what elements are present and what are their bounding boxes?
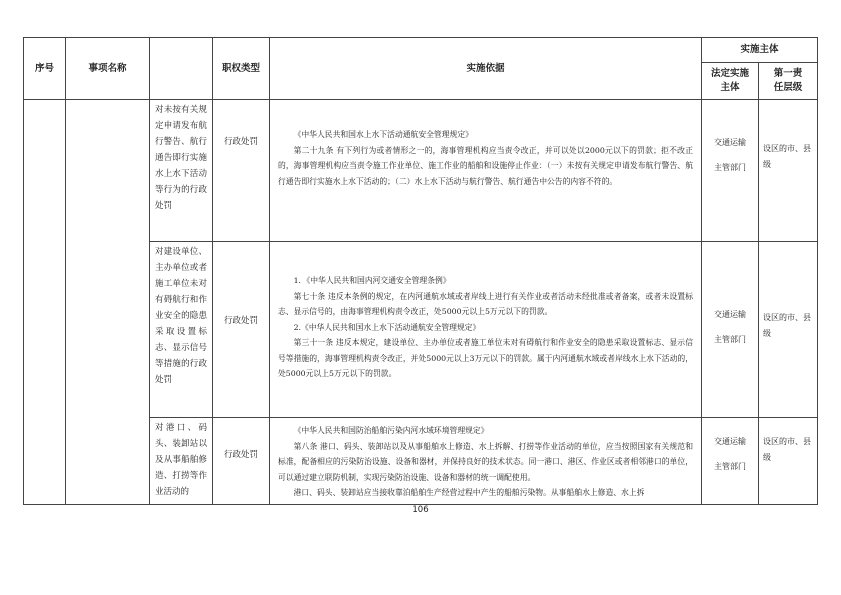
cell-no [24, 100, 66, 505]
basis-title: 《中华人民共和国防治船舶污染内河水域环境管理规定》 [293, 426, 489, 435]
cell-name-col [66, 100, 150, 505]
legal-subject: 交通运输 主管部门 [702, 242, 759, 418]
basis-clause: 第八条 港口、码头、装卸站以及从事船舶水上修造、水上拆解、打捞等作业活动的单位，应当按照国家有关规范和标准，配备相应的污染防治设施、设备和器材，并保持良好的技术状态。同一港口、港区、作业区或者相邻港口的单位，可以通过建立联防机制，实现污染防治设施、设备和器材的统一调配使用。 [278, 441, 693, 482]
basis-title: 2.《中华人民共和国水上水下活动通航安全管理规定》 [293, 322, 481, 332]
header-basis: 实施依据 [270, 38, 702, 100]
authority-type: 行政处罚 [213, 242, 270, 418]
legal-subject: 交通运输 主管部门 [702, 418, 759, 505]
basis-title: 1．《中华人民共和国内河交通安全管理条例》 [293, 276, 451, 285]
implementation-basis [270, 100, 702, 242]
item-name: 对港口、码头、装卸站以及从事船舶修造、打捞等作业活动的 [150, 418, 213, 505]
header-legal-subject: 法定实施主体 [702, 63, 759, 100]
enforcement-table [23, 37, 818, 505]
basis-clause: 第七十条 违反本条例的规定，在内河通航水域或者岸线上进行有关作业或者活动未经批准或者备案，或者未设置标志、显示信号的，由海事管理机构责令改正，处5000元以上5万元以下的罚款。 [278, 291, 693, 316]
page-number: 106 [412, 505, 429, 515]
implementation-basis [270, 418, 702, 505]
basis-clause: 第三十一条 违反本规定，建设单位、主办单位或者施工单位未对有碍航行和作业安全的隐患采取设置标志、显示信号等措施的，海事管理机构责令改正，并处5000元以上3万元以下的罚款。属于内河通航水域或者岸线水上水下活动的，处5000元以上5万元以下的罚款。 [278, 338, 693, 378]
legal-subject: 交通运输 主管部门 [702, 100, 759, 242]
first-responsibility-level: 设区的市、县级 [759, 418, 818, 505]
header-name: 事项名称 [66, 38, 150, 100]
item-name: 对未按有关规定申请发布航行警告、航行通告即行实施水上水下活动等行为的行政处罚 [150, 100, 213, 242]
item-name: 对建设单位、主办单位或者施工单位未对有碍航行和作业安全的隐患采取设置标志、显示信号等措施的行政处罚 [150, 242, 213, 418]
basis-clause: 第二十九条 有下列行为或者情形之一的，海事管理机构应当责令改正，并可以处以2000元以下的罚款；拒不改正的，海事管理机构应当责令施工作业单位、施工作业的船舶和设施停止作业：（一）未按有关规定申请发布航行警告、航行通告即行实施水上水下活动的；（二）水上水下活动与航行警告、航行通告中公告的内容不符的。 [278, 145, 693, 186]
basis-clause: 港口、码头、装卸站应当接收靠泊船舶生产经营过程中产生的船舶污染物。从事船舶水上修造、水上拆 [293, 488, 645, 497]
first-responsibility-level: 设区的市、县级 [759, 100, 818, 242]
authority-type: 行政处罚 [213, 100, 270, 242]
basis-title: 《中华人民共和国水上水下活动通航安全管理规定》 [293, 130, 473, 139]
header-type: 职权类型 [213, 38, 270, 100]
header-first-resp: 第一责任层级 [759, 63, 818, 100]
header-blank [150, 38, 213, 100]
implementation-basis [270, 242, 702, 418]
table-row [24, 100, 818, 242]
first-responsibility-level: 设区的市、县级 [759, 242, 818, 418]
authority-type: 行政处罚 [213, 418, 270, 505]
header-subject: 实施主体 [702, 38, 818, 63]
header-no: 序号 [24, 38, 66, 100]
